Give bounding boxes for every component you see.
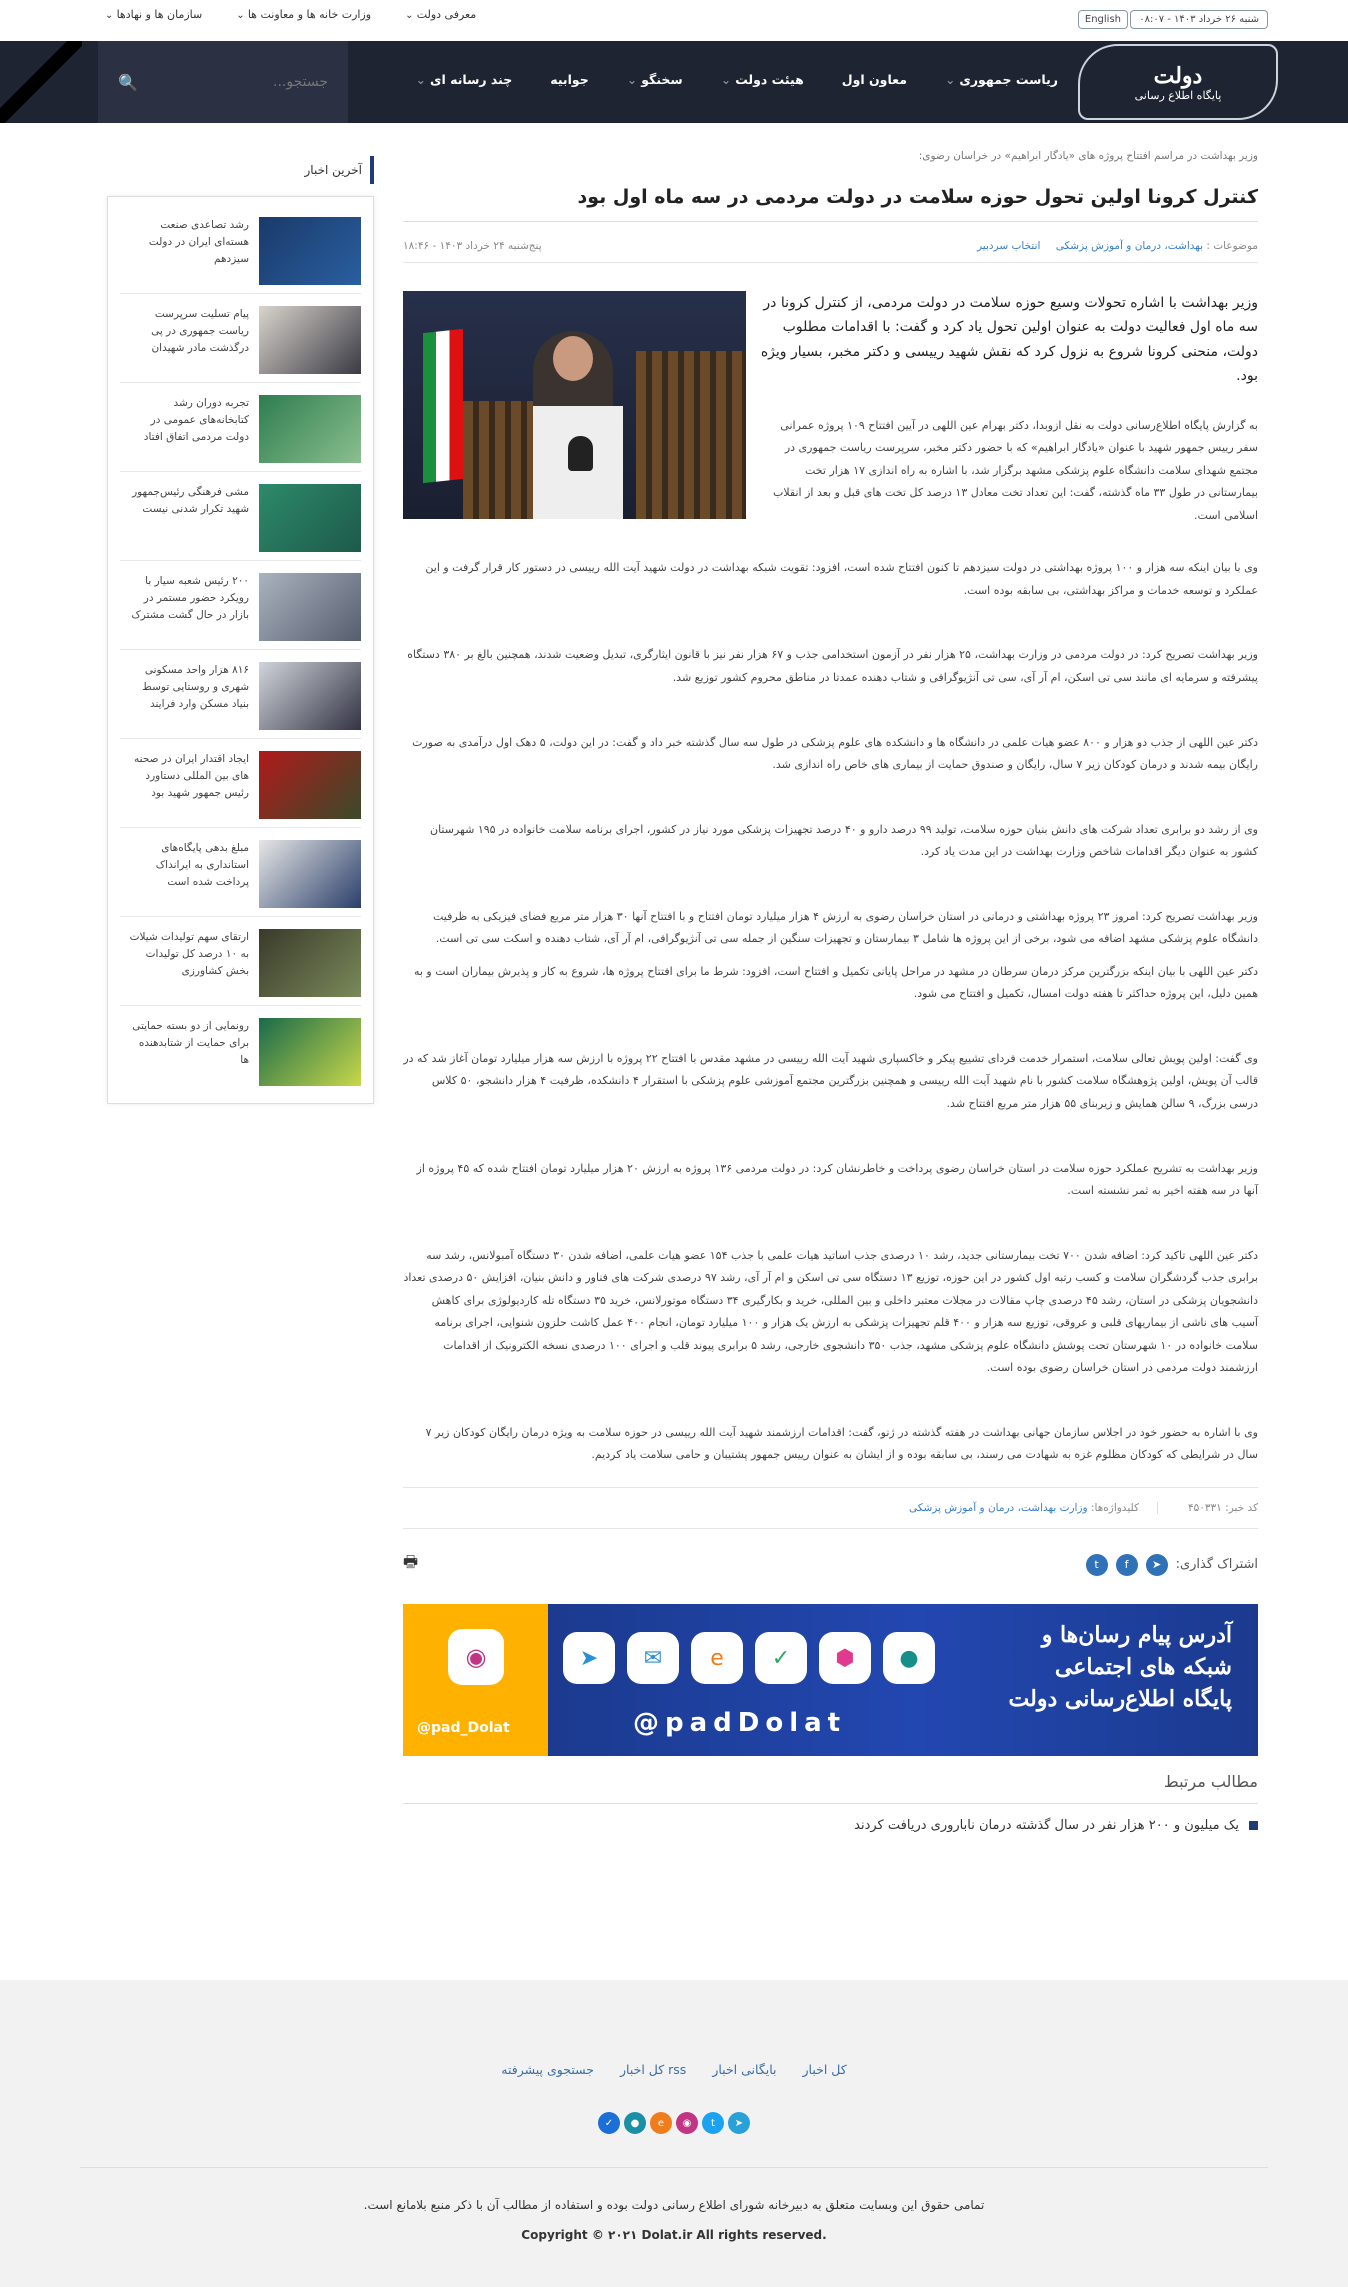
telegram-icon[interactable]: ➤ <box>728 2112 750 2134</box>
share-label: اشتراک گذاری: <box>1175 1557 1258 1572</box>
eitaa-icon[interactable]: e <box>650 2112 672 2134</box>
banner-icons <box>563 1632 935 1684</box>
sidebar-title: آخرین اخبار <box>107 156 374 184</box>
date-display: شنبه ۲۶ خرداد ۱۴۰۳ - ۰۸:۰۷ <box>1130 10 1268 29</box>
article-title: کنترل کرونا اولین تحول حوزه سلامت در دولت مردمی در سه ماه اول بود <box>403 184 1258 222</box>
mourning-ribbon <box>0 41 82 123</box>
footer-social-icons <box>0 2112 1348 2134</box>
article-paragraph: دکتر عین اللهی تاکید کرد: اضافه شدن ۷۰۰ تخت بیمارستانی جدید، رشد ۱۰ درصدی جذب اساتید هیات علمی با جذب ۱۵۴ عضو هیات علمی، اضافه شدن ۳۰ دستگاه آمبولانس، رشد سه برابری جذب گردشگران سلامت و کسب رتبه اول کشور در این حوزه، توزیع ۱۳ دستگاه سی تی اسکن و ام آر آی، رشد ۹۷ درصدی شرکت های فناور و دانش بنیان، افزایش ۵۰ درصدی تعداد دانشجویان پزشکی در استان، رشد ۴۵ درصدی چاپ مقالات در مجلات معتبر داخلی و بین المللی، خرید و بکارگیری ۳۴ دستگاه موتورلانس، خرید ۳۵ دستگاه تله کاردیولوژی برای کاهش آسیب های ناشی از بیماریهای قلبی و عروقی، توزیع سه هزار و ۴۰۰ قلم تجهیزات پزشکی به ارزش یک هزار و ۱۰۰ میلیارد تومان، انجام ۴۰۰ عمل کاشت حلزون شنوایی، اجرای برنامه سلامت خانواده در ۱۰ شهرستان تحت پوشش دانشگاه علوم پزشکی مشهد، جذب ۳۵۰ دانشجوی خارجی، رشد ۵ برابری پیوند قلب و اجرای ۱۰۰ درصدی نسخه الکترونیک از اقدامات ارزشمند دولت مردمی در استان خراسان رضوی بوده است. <box>403 1248 1258 1375</box>
related-item-label: یک میلیون و ۲۰۰ هزار نفر در سال گذشته درمان ناباروری دریافت کردند <box>854 1818 1239 1833</box>
footer-copyright-fa: تمامی حقوق این وبسایت متعلق به دبیرخانه شورای اطلاع رسانی دولت بوده و استفاده از مطالب آن با ذکر منبع بلامانع است. <box>363 2198 985 2212</box>
bale-icon: ● <box>883 1632 935 1684</box>
sidebar-news-item[interactable] <box>120 561 361 650</box>
social-banner[interactable] <box>403 1604 1258 1756</box>
rubika-icon: ⬢ <box>819 1632 871 1684</box>
instagram-icon[interactable]: ◉ <box>676 2112 698 2134</box>
related-item[interactable] <box>403 1818 1258 1833</box>
banner-text-line: پایگاه اطلاع‌رسانی دولت <box>1008 1685 1232 1712</box>
sidebar-news-item[interactable] <box>120 917 361 1006</box>
sidebar-list <box>107 196 374 1104</box>
logo-title: دولت <box>1153 62 1203 89</box>
nav-response[interactable]: جوابیه <box>550 72 589 87</box>
soroush-icon[interactable]: ✓ <box>598 2112 620 2134</box>
twitter-icon[interactable]: t <box>702 2112 724 2134</box>
search-box <box>98 41 348 123</box>
article-paragraph: به گزارش پایگاه اطلاع‌رسانی دولت به نقل ازوبدا، دکتر بهرام عین اللهی در آیین افتتاح ۱۰۹ پروژه عمرانی سفر رییس جمهور شهید با عنوان «یادگار ابراهیم» که با حضور دکتر مخبر، سرپرست ریاست جمهوری در مجتمع شهدای سلامت دانشگاه علوم پزشکی مشهد برگزار شد، با اشاره به راه اندازی ۱۷ هزار تخت بیمارستانی در طول ۳۳ ماه گذشته، گفت: این تعداد تخت معادل ۱۳ درصد کل تخت های قبل و بعد از انقلاب اسلامی است. <box>772 418 1258 522</box>
article-paragraph: وی با بیان اینکه سه هزار و ۱۰۰ پروژه بهداشتی در دولت سیزدهم تا کنون افتتاح شده است، افزود: تقویت شبکه بهداشت در دولت شهید آیت الله رییسی در دستور کار قرار گرفت و این عملکرد و توسعه خدمات و مراکز بهداشتی، بی سابقه بوده است. <box>425 561 1258 597</box>
article-lead: وزیر بهداشت با اشاره تحولات وسیع حوزه سلامت در دولت مردمی، از کنترل کرونا در سه ماه اول فعالیت دولت به عنوان اولین تحول یاد کرد و گفت: با اقدامات مطلوب دولت، منحنی کرونا شروع به نزول کرد که نقش شهید رییسی و دکتر مخبر، بسیار ویژه بود. <box>760 294 1258 385</box>
eitaa-icon: e <box>691 1632 743 1684</box>
sidebar-news-item[interactable] <box>120 205 361 294</box>
soroush-icon: ✓ <box>755 1632 807 1684</box>
search-input[interactable] <box>168 74 328 90</box>
sidebar-news-item[interactable] <box>120 739 361 828</box>
english-button[interactable]: English <box>1078 10 1128 29</box>
news-thumbnail <box>259 929 361 997</box>
bullet-icon <box>1249 1821 1258 1830</box>
banner-text-line: آدرس پیام رسان‌ها و <box>1041 1622 1232 1648</box>
news-thumbnail <box>259 217 361 285</box>
top-link-ministries[interactable]: وزارت خانه ها و معاونت ها ⌄ <box>236 8 371 21</box>
sidebar-news-item[interactable] <box>120 472 361 561</box>
article-topics <box>965 240 1258 252</box>
footer-link-advanced-search[interactable]: جستجوی پیشرفته <box>501 2062 594 2077</box>
footer-links <box>0 2062 1348 2077</box>
site-logo[interactable] <box>1078 44 1278 120</box>
news-thumbnail <box>259 573 361 641</box>
footer-copyright-en: Copyright © ۲۰۲۱ Dolat.ir All rights reserved. <box>521 2228 827 2242</box>
banner-handle-left: @pad_Dolat <box>417 1720 510 1736</box>
footer-link-rss[interactable]: rss کل اخبار <box>619 2062 687 2077</box>
share-label-group <box>1086 1554 1258 1576</box>
news-item-title: ۲۰۰ رئیس شعبه سیار با رویکرد حضور مستمر در بازار در حال گشت مشترک <box>131 575 249 621</box>
footer-divider <box>80 2167 1268 2168</box>
main-nav <box>416 72 1058 87</box>
top-bar <box>0 0 1348 41</box>
news-item-title: پیام تسلیت سرپرست ریاست جمهوری در پی درگذشت مادر شهیدان <box>151 308 249 354</box>
article-paragraph: وی گفت: اولین پویش تعالی سلامت، استمرار خدمت فردای تشییع پیکر و خاکسپاری شهید آیت الله رییسی در مشهد مقدس با افتتاح ۲۲ پروژه با ارزش سه هزار میلیارد تومان آغاز شد که در قالب آن پویش، اولین پژوهشگاه سلامت کشور با نام شهید آیت الله رییسی و همچنین بزرگترین مجتمع آموزشی علوم پزشکی با استقرار ۴ دانشکده، ظرفیت ۴ هزار دانشجو، ۵۰ کلاس درسی بزرگ، ۹ سالن همایش و زیربنای ۵۵ هزار متر مربع افتتاح شد. <box>403 1051 1258 1110</box>
article-paragraph: دکتر عین اللهی با بیان اینکه بزرگترین مرکز درمان سرطان در مشهد در مراحل پایانی تکمیل و افتتاح است، افزود: شرط ما برای افتتاح پروژه ها، شروع به کار و پذیرش بیماران است و به همین دلیل، این پروژه حداکثر تا هفته دولت امسال، تکمیل و افتتاح می شود. <box>413 964 1258 1001</box>
telegram-icon: ➤ <box>563 1632 615 1684</box>
news-thumbnail <box>259 484 361 552</box>
news-thumbnail <box>259 662 361 730</box>
print-icon[interactable]: 🖶 <box>403 1552 419 1571</box>
nav-first-vp[interactable]: معاون اول <box>841 72 907 87</box>
sidebar-news-item[interactable] <box>120 1006 361 1095</box>
banner-text <box>1009 1620 1232 1716</box>
footer-link-all-news[interactable]: کل اخبار <box>802 2062 847 2077</box>
banner-text-line: شبکه های اجتماعی <box>1054 1653 1232 1680</box>
facebook-share-icon[interactable]: f <box>1116 1554 1138 1576</box>
latest-news-sidebar <box>107 156 374 1104</box>
article-paragraph: وی از رشد دو برابری تعداد شرکت های دانش بنیان حوزه سلامت، تولید ۹۹ درصد دارو و ۴۰ درصد تجهیزات پزشکی مورد نیاز در کشور، اجرای برنامه سلامت خانواده در ۱۹۵ شهرستان کشور به عنوان دیگر اقدامات شاخص وزارت بهداشت در این مدت یاد کرد. <box>430 822 1258 859</box>
news-code: کد خبر: ۴۵۰۳۳۱ <box>1187 1502 1258 1514</box>
telegram-share-icon[interactable]: ➤ <box>1146 1554 1168 1576</box>
sidebar-news-item[interactable] <box>120 294 361 383</box>
keyword-link[interactable]: وزارت بهداشت، درمان و آموزش پزشکی <box>908 1502 1088 1514</box>
article-kicker: وزیر بهداشت در مراسم افتتاح پروژه های «یادگار ابراهیم» در خراسان رضوی: <box>918 150 1258 162</box>
logo-subtitle: پایگاه اطلاع رسانی <box>1134 88 1222 102</box>
related-title: مطالب مرتبط <box>403 1772 1258 1804</box>
top-link-organizations[interactable]: سازمان ها و نهادها ⌄ <box>105 8 202 21</box>
top-link-government[interactable]: معرفی دولت ⌄ <box>405 8 476 21</box>
top-links <box>105 8 476 21</box>
article-meta <box>403 240 1258 263</box>
article-paragraph: وی با اشاره به حضور خود در اجلاس سازمان جهانی بهداشت در هفته گذشته در ژنو، گفت: اقدامات ارزشمند شهید آیت الله رییسی در حوزه سلامت به ویژه درمان رایگان کودکان زیر ۷ سال در شرایطی که کودکان مظلوم غزه به شهادت می رسند، بی سابقه بوده و از ایشان به عنوان رییس جمهور پشتیبان و حامی سلامت یاد کردیم. <box>425 1425 1258 1462</box>
twitter-icon: ✉ <box>627 1632 679 1684</box>
news-item-title: تجربه دوران رشد کتابخانه‌های عمومی در دولت مردمی اتفاق افتاد <box>143 397 249 443</box>
sidebar-news-item[interactable] <box>120 650 361 739</box>
footer-link-archive[interactable]: بایگانی اخبار <box>712 2062 777 2077</box>
topic-link-editor[interactable]: انتخاب سردبیر <box>977 239 1041 252</box>
news-thumbnail <box>259 1018 361 1086</box>
sidebar-news-item[interactable] <box>120 828 361 917</box>
search-icon[interactable]: 🔍 <box>118 72 138 92</box>
instagram-icon: ◉ <box>448 1629 504 1685</box>
article-photo <box>403 291 746 519</box>
keywords <box>899 1502 1158 1514</box>
nav-spokesman[interactable]: سخنگو ⌄ <box>627 72 683 87</box>
article-date: پنج‌شنبه ۲۴ خرداد ۱۴۰۳ - ۱۸:۴۶ <box>403 239 542 252</box>
news-item-title: مبلغ بدهی پایگاه‌های استانداری به ایرانداک پرداخت شده است <box>155 842 249 888</box>
article <box>403 150 1258 1833</box>
article-paragraph: وزیر بهداشت تصریح کرد: امروز ۲۳ پروژه بهداشتی و درمانی در استان خراسان رضوی به ارزش ۴ هزار میلیارد تومان افتتاح و با افتتاح آنها ۳۰ هزار متر مربع فضای فیزیکی به ظرفیت دانشگاه علوم پزشکی مشهد اضافه می شود، برخی از این پروژه ها شامل ۳ بیمارستان و تجهیزات سنگین از جمله سی تی آنژیوگرافی، ام آر آی، شتاب دهنده و اسکت سی تی است. <box>433 909 1258 946</box>
nav-multimedia[interactable]: چند رسانه ای ⌄ <box>416 72 513 87</box>
topic-link-health[interactable]: بهداشت، درمان و آموزش پزشکی <box>1055 239 1204 252</box>
news-item-title: رونمایی از دو بسته حمایتی برای حمایت از شتابدهنده ها <box>132 1020 249 1066</box>
news-item-title: ارتقای سهم تولیدات شیلات به ۱۰ درصد کل تولیدات بخش کشاورزی <box>129 931 249 977</box>
nav-presidency[interactable]: ریاست جمهوری ⌄ <box>945 72 1058 87</box>
twitter-share-icon[interactable]: t <box>1086 1554 1108 1576</box>
news-thumbnail <box>259 751 361 819</box>
news-item-title: ۸۱۶ هزار واحد مسکونی شهری و روستایی توسط بنیاد مسکن وارد فرایند <box>142 664 249 710</box>
news-item-title: رشد تصاعدی صنعت هسته‌ای ایران در دولت سیزدهم <box>148 219 249 265</box>
news-thumbnail <box>259 840 361 908</box>
news-thumbnail <box>259 306 361 374</box>
article-paragraph: دکتر عین اللهی از جذب دو هزار و ۸۰۰ عضو هیات علمی در دانشگاه ها و دانشکده های علوم پزشکی در طول سه سال گذشته خبر داد و گفت: در این دولت، ۵ دهک اول درآمدی به صورت رایگان بیمه شدند و درمان کودکان زیر ۷ سال، رایگان و صندوق حمایت از بیماری های خاص راه اندازی شد. <box>412 735 1258 772</box>
article-tags <box>403 1487 1258 1529</box>
article-paragraph: وزیر بهداشت به تشریح عملکرد حوزه سلامت در استان خراسان رضوی پرداخت و خاطرنشان کرد: در دولت مردمی ۱۳۶ پروژه به ارزش ۲۰ هزار میلیارد تومان افتتاح شده که ۴۵ پروژه از آنها در سه هفته اخیر به ثمر نشسته است. <box>416 1161 1258 1198</box>
bale-icon[interactable]: ● <box>624 2112 646 2134</box>
iran-flag-image <box>423 328 463 482</box>
banner-handle: @padDolat <box>633 1708 847 1738</box>
share-bar <box>403 1551 1258 1578</box>
article-paragraph: وزیر بهداشت تصریح کرد: در دولت مردمی در وزارت بهداشت، ۲۵ هزار نفر در آزمون استخدامی جذب و ۶۷ هزار نفر نیز با قانون ایثارگری، تبدیل وضعیت شدند، همچنین بالغ بر ۳۸۰ دستگاه پیشرفته و سرمایه ای مانند سی تی اسکن، ام آر آی، سی تی آنژیوگرافی و شتاب دهنده عمدتا در مناطق محروم کشور توزیع شد. <box>407 648 1258 684</box>
news-thumbnail <box>259 395 361 463</box>
keywords-label: کلیدواژه‌ها: <box>1090 1502 1139 1514</box>
news-item-title: مشی فرهنگی رئیس‌جمهور شهید تکرار شدنی نیست <box>132 486 249 515</box>
sidebar-news-item[interactable] <box>120 383 361 472</box>
lead-section <box>403 291 1258 528</box>
news-item-title: ایجاد اقتدار ایران در صحنه های بین المللی دستاورد رئیس جمهور شهید بود <box>134 753 249 799</box>
nav-cabinet[interactable]: هیئت دولت ⌄ <box>721 72 804 87</box>
topics-label: موضوعات : <box>1206 239 1258 252</box>
